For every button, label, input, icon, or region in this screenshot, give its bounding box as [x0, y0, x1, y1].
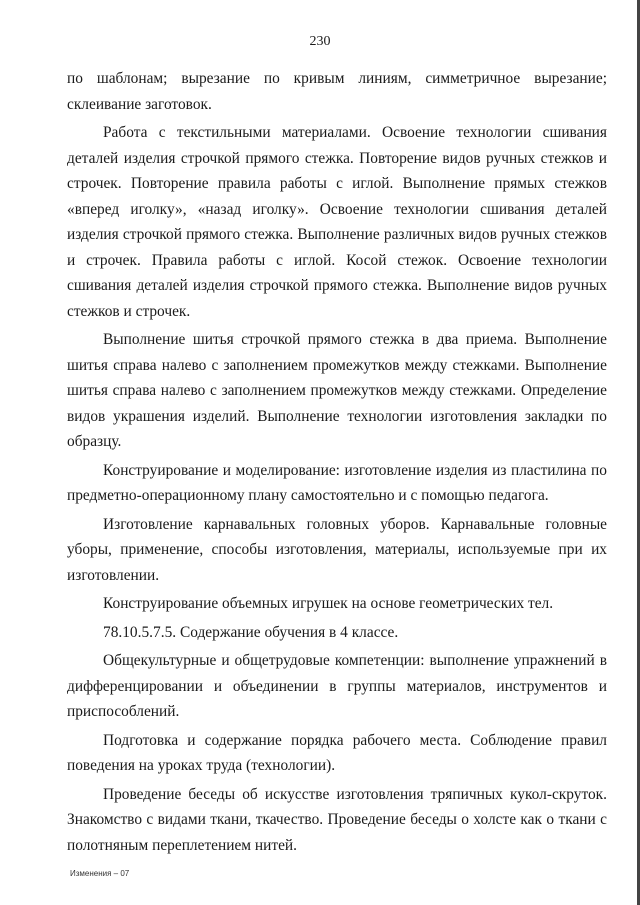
- footer-note: Изменения – 07: [70, 869, 130, 878]
- page-number: 230: [309, 34, 331, 49]
- paragraph-carnival-hats: Изготовление карнавальных головных уборов. Карнавальные головные уборы, применение, способы изготовления, материалы, используемые при их изготовлении.: [67, 515, 607, 584]
- paragraph-volumetric-toys: Конструирование объемных игрушек на основе геометрических тел.: [103, 595, 554, 612]
- paragraph-continuation: по шаблонам; вырезание по кривым линиям, симметричное вырезание; склеивание заготовок.: [67, 70, 607, 113]
- paragraph-textile-materials: Работа с текстильными материалами. Освоение технологии сшивания деталей изделия строчкой прямого стежка. Повторение видов ручных стежков и строчек. Повторение правила работы с иглой. Выполнение прямых стежков «вперед иголку», «назад иголку». Освоение технологии сшивания деталей изделия строчкой прямого стежка. Выполнение различных видов ручных стежков и строчек. Правила работы с иглой. Косой стежок. Освоение технологии сшивания деталей изделия строчкой прямого стежка. Выполнение видов ручных стежков и строчек.: [67, 124, 607, 320]
- paragraph-rag-dolls: Проведение беседы об искусстве изготовления тряпичных кукол-скруток. Знакомство с видами ткани, ткачество. Проведение беседы о холсте как о ткани с полотняным переплетением нитей.: [67, 785, 607, 854]
- paragraph-stitching: Выполнение шитья строчкой прямого стежка в два приема. Выполнение шитья справа налево с заполнением промежутков между стежками. Выполнение шитья справа налево с заполнением промежутков между стежками. Определение видов украшения изделий. Выполнение технологии изготовления закладки по образцу.: [67, 331, 607, 450]
- paragraph-competencies: Общекультурные и общетрудовые компетенции: выполнение упражнений в дифференцировании и объединении в группы материалов, инструментов и приспособлений.: [67, 652, 607, 720]
- document-body: [67, 66, 607, 861]
- paragraph-construction-modeling: Конструирование и моделирование: изготовление изделия из пластилина по предметно-операционному плану самостоятельно и с помощью педагога.: [67, 461, 607, 504]
- paragraph-workplace: Подготовка и содержание порядка рабочего места. Соблюдение правил поведения на уроках труда (технологии).: [67, 731, 607, 774]
- section-heading-grade-4: 78.10.5.7.5. Содержание обучения в 4 классе.: [103, 623, 399, 641]
